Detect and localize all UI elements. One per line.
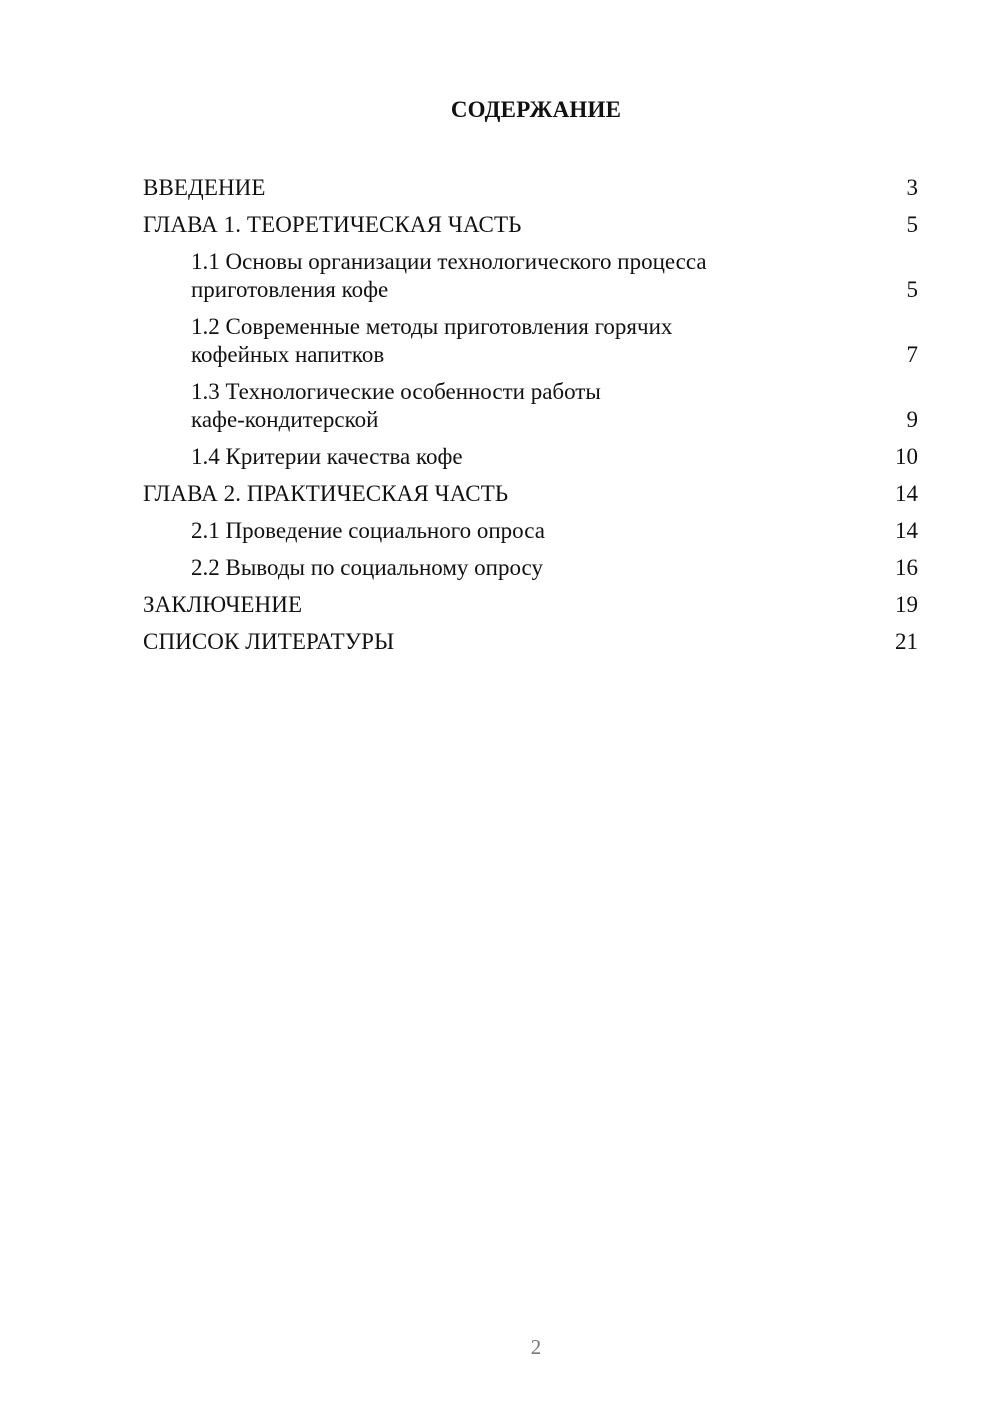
toc-entry-page: 7 (906, 342, 918, 367)
toc-entry-page: 16 (895, 555, 918, 580)
toc-entry-introduction[interactable] (143, 170, 918, 207)
toc-entry-references[interactable] (143, 624, 918, 661)
toc-entry-label: 1.4 Критерии качества кофе (191, 444, 463, 469)
toc-entry-label: 1.1 Основы организации технологического процесса приготовления кофе (191, 249, 707, 302)
toc-entry-page: 3 (906, 175, 918, 200)
toc-entry-page: 9 (906, 407, 918, 432)
toc-entry-page: 19 (895, 592, 918, 617)
page-number: 2 (530, 1335, 542, 1359)
toc-entry-label: СПИСОК ЛИТЕРАТУРЫ (143, 629, 395, 654)
toc-entry-section-2-1[interactable] (143, 513, 918, 550)
toc-entry-label: 2.1 Проведение социального опроса (191, 518, 545, 543)
toc-entry-label: 1.3 Технологические особенности работы кафе-кондитерской (191, 379, 601, 432)
toc-entry-label: 2.2 Выводы по социальному опросу (191, 555, 543, 580)
toc-entry-page: 5 (906, 212, 918, 237)
toc-entry-page: 5 (906, 277, 918, 302)
toc-entry-section-1-3[interactable] (143, 374, 918, 439)
toc-entry-label: ГЛАВА 1. ТЕОРЕТИЧЕСКАЯ ЧАСТЬ (143, 212, 522, 237)
toc-entry-label: ЗАКЛЮЧЕНИЕ (143, 592, 303, 617)
toc-entry-section-1-2[interactable] (143, 309, 918, 374)
toc-entry-label: ВВЕДЕНИЕ (143, 175, 266, 200)
toc-entry-section-2-2[interactable] (143, 550, 918, 587)
toc-entry-section-1-4[interactable] (143, 439, 918, 476)
table-of-contents (143, 170, 918, 661)
toc-entry-conclusion[interactable] (143, 587, 918, 624)
toc-entry-chapter-2[interactable] (143, 476, 918, 513)
toc-entry-chapter-1[interactable] (143, 207, 918, 244)
toc-entry-label: ГЛАВА 2. ПРАКТИЧЕСКАЯ ЧАСТЬ (143, 481, 509, 506)
page-title: СОДЕРЖАНИЕ (450, 97, 622, 122)
toc-entry-label: 1.2 Современные методы приготовления горячих кофейных напитков (191, 314, 673, 367)
toc-entry-page: 14 (895, 481, 918, 506)
toc-entry-page: 14 (895, 518, 918, 543)
toc-entry-page: 10 (895, 444, 918, 469)
toc-entry-section-1-1[interactable] (143, 244, 918, 309)
toc-entry-page: 21 (895, 629, 918, 654)
